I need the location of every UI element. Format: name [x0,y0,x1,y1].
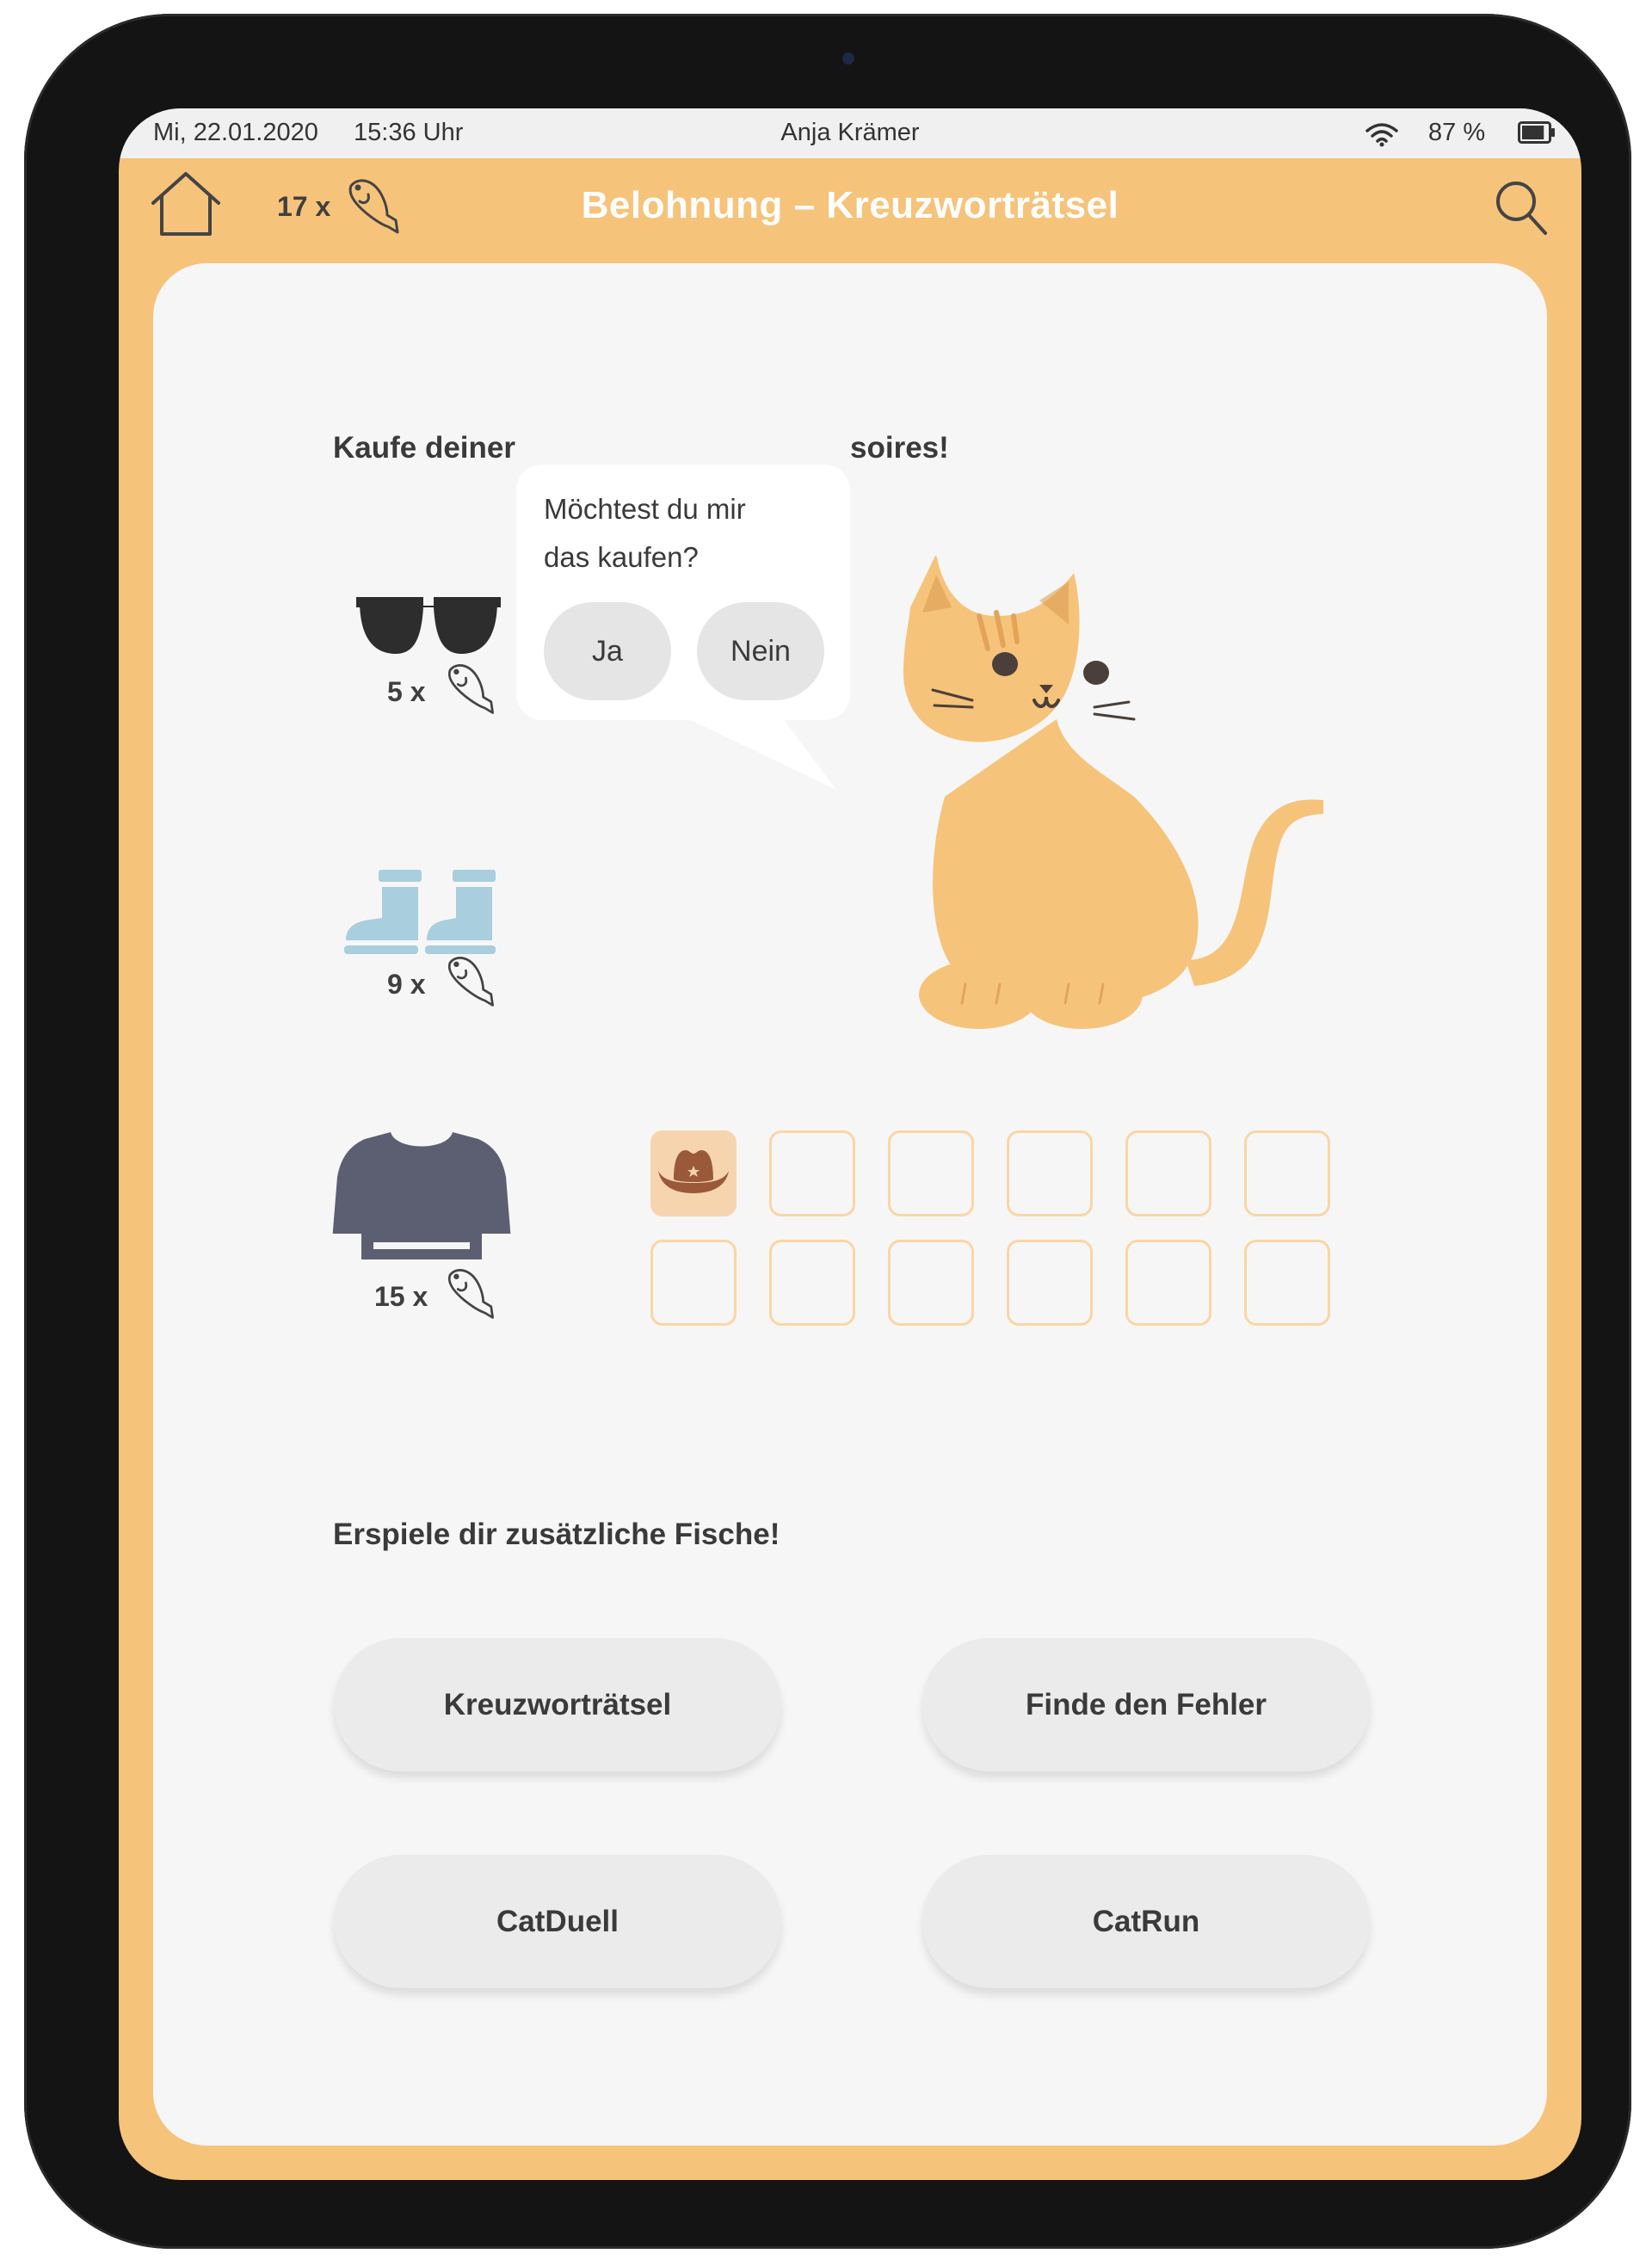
status-bar [119,108,1581,158]
app-screen [119,108,1581,2180]
status-time: 15:36 Uhr [354,119,464,146]
game-button-finde-den-fehler[interactable]: Finde den Fehler [922,1638,1370,1771]
sunglasses-icon [351,582,506,659]
fish-balance: 17 x [277,191,331,222]
cat-illustration [876,556,1461,1038]
inventory-slot[interactable] [769,1240,855,1326]
shop-item-boots[interactable] [344,870,504,956]
purchase-dialog [516,465,850,720]
game-button-catrun[interactable]: CatRun [922,1855,1370,1988]
dialog-question-line2: das kaufen? [544,541,699,573]
games-heading: Erspiele dir zusätzliche Fische! [333,1518,780,1551]
shop-heading-right: soires! [850,431,949,465]
page-title: Belohnung – Kreuzworträtsel [581,184,1119,226]
fish-icon [442,1265,497,1322]
dialog-question-line1: Möchtest du mir [544,493,746,525]
dialog-question [544,485,746,582]
content-panel [153,263,1547,2146]
tablet-frame [24,14,1631,2249]
inventory-grid [650,1130,1339,1389]
inventory-slot-cowboy-hat[interactable] [650,1130,737,1216]
price-sunglasses: 5 x [387,676,426,707]
battery-icon [1518,121,1556,144]
inventory-slot[interactable] [1244,1130,1330,1216]
boots-icon [344,870,504,956]
game-button-kreuzwortraetsel[interactable]: Kreuzworträtsel [334,1638,781,1771]
shop-item-sunglasses[interactable] [351,582,506,659]
sweater-icon [330,1132,513,1259]
search-icon[interactable] [1494,179,1549,237]
inventory-slot[interactable] [1244,1240,1330,1326]
front-camera [842,52,854,65]
status-date: Mi, 22.01.2020 [153,119,318,146]
fish-icon [442,661,497,717]
inventory-slot[interactable] [1125,1130,1211,1216]
inventory-slot[interactable] [888,1130,974,1216]
no-button[interactable]: Nein [697,602,824,700]
status-user: Anja Krämer [780,119,920,146]
inventory-slot[interactable] [1125,1240,1211,1326]
shop-heading-left: Kaufe deiner [333,431,515,465]
game-button-catduell[interactable]: CatDuell [334,1855,781,1988]
inventory-slot[interactable] [1007,1130,1093,1216]
price-sweater: 15 x [374,1281,428,1312]
shop-item-sweater[interactable] [330,1132,513,1259]
inventory-slot[interactable] [650,1240,737,1326]
battery-percent: 87 % [1428,119,1486,146]
price-boots: 9 x [387,969,426,1000]
wifi-icon [1365,121,1399,147]
fish-icon [442,953,497,1010]
inventory-slot[interactable] [769,1130,855,1216]
yes-button[interactable]: Ja [544,602,671,700]
cowboy-hat-icon [655,1145,732,1198]
app-header [119,158,1581,262]
inventory-slot[interactable] [1007,1240,1093,1326]
inventory-slot[interactable] [888,1240,974,1326]
